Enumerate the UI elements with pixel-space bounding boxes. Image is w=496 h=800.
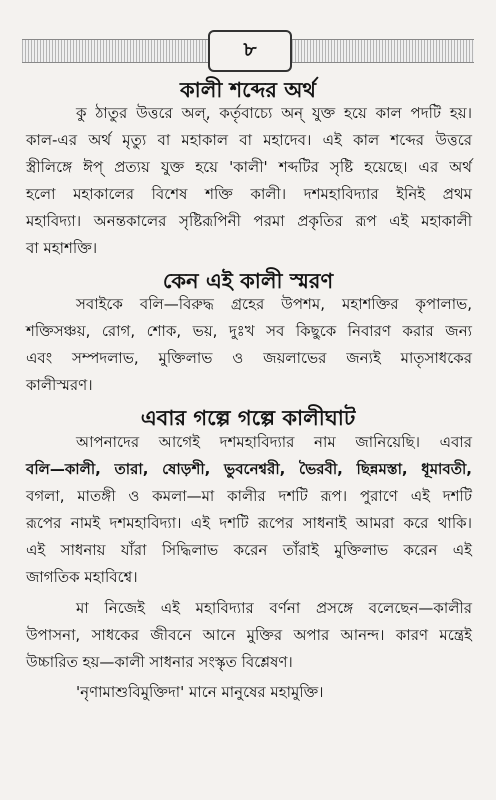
paragraph-line: শক্তিসঞ্চয়, রোগ, শোক, ভয়, দুঃখ সব কিছুকে নিবারণ করার জন্য	[26, 322, 472, 340]
paragraph-line: উচ্চারিত হয়—কালী সাধনার সংস্কৃত বিশ্লেষণ।	[26, 653, 293, 671]
paragraph-line: মা নিজেই এই মহাবিদ্যার বর্ণনা প্রসঙ্গে বলেছেন—কালীর	[76, 599, 472, 617]
paragraph-line: বগলা, মাতঙ্গী ও কমলা—মা কালীর দশটি রূপ। পুরাণে এই দশটি	[26, 487, 472, 505]
paragraph-line: কু ঠাতুর উত্তরে অল্‌, কর্তৃবাচ্যে অন্‌ যুক্ত হয়ে কাল পদটি হয়।	[76, 104, 472, 122]
paragraph-line: রূপের নামই দশমহাবিদ্যা। এই দশটি রূপের সাধনাই আমরা করে থাকি।	[26, 514, 472, 532]
paragraph-line: উপাসনা, সাধকের জীবনে আনে মুক্তির অপার আনন্দ। কারণ মন্ত্রেই	[26, 626, 472, 644]
paragraph-line: হলো মহাকালের বিশেষ শক্তি কালী। দশমহাবিদ্যার ইনিই প্রথম	[26, 185, 472, 203]
paragraph-line: কাল-এর অর্থ মৃত্যু বা মহাকাল বা মহাদেব। এই কাল শব্দের উত্তরে	[26, 131, 472, 149]
section-heading-kalighat-stories: এবার গল্পে গল্পে কালীঘাট	[140, 406, 356, 430]
paragraph-line: 'নৃণামাশুবিমুক্তিদা' মানে মানুষের মহামুক্তি।	[76, 683, 324, 701]
paragraph-line: বা মহাশক্তি।	[26, 239, 98, 257]
page-header	[22, 30, 474, 70]
paragraph-line: স্ত্রীলিঙ্গে ঈপ্‌ প্রত্যয় যুক্ত হয়ে 'কালী' শব্দটির সৃষ্টি হয়েছে। এর অর্থ	[26, 158, 472, 176]
page-number: ৮	[208, 30, 292, 72]
paragraph-line: সবাইকে বলি—বিরুদ্ধ গ্রহের উপশম, মহাশক্তির কৃপালাভ,	[76, 295, 472, 313]
paragraph-line: মহাবিদ্যা। অনন্তকালের সৃষ্টিরূপিনী পরমা প্রকৃতির রূপ এই মহাকালী	[26, 212, 472, 230]
section-heading-why-remember-kali: কেন এই কালী স্মরণ	[162, 269, 334, 293]
paragraph-line: আপনাদের আগেই দশমহাবিদ্যার নাম জানিয়েছি। এবার	[76, 433, 472, 451]
paragraph-line: এবং সম্পদলাভ, মুক্তিলাভ ও জয়লাভের জন্যই মাতৃসাধকের	[26, 349, 472, 367]
paragraph-line: জাগতিক মহাবিশ্বে।	[26, 568, 138, 586]
paragraph-line: বলি—কালী, তারা, ষোড়শী, ভুবনেশ্বরী, ভৈরবী, ছিন্নমস্তা, ধূমাবতী,	[26, 460, 472, 478]
section-heading-kali-meaning: কালী শব্দের অর্থ	[179, 78, 316, 102]
paragraph-line: এই সাধনায় যাঁরা সিদ্ধিলাভ করেন তাঁরাই মুক্তিলাভ করেন এই	[26, 541, 472, 559]
paragraph-line: কালীস্মরণ।	[26, 376, 93, 394]
